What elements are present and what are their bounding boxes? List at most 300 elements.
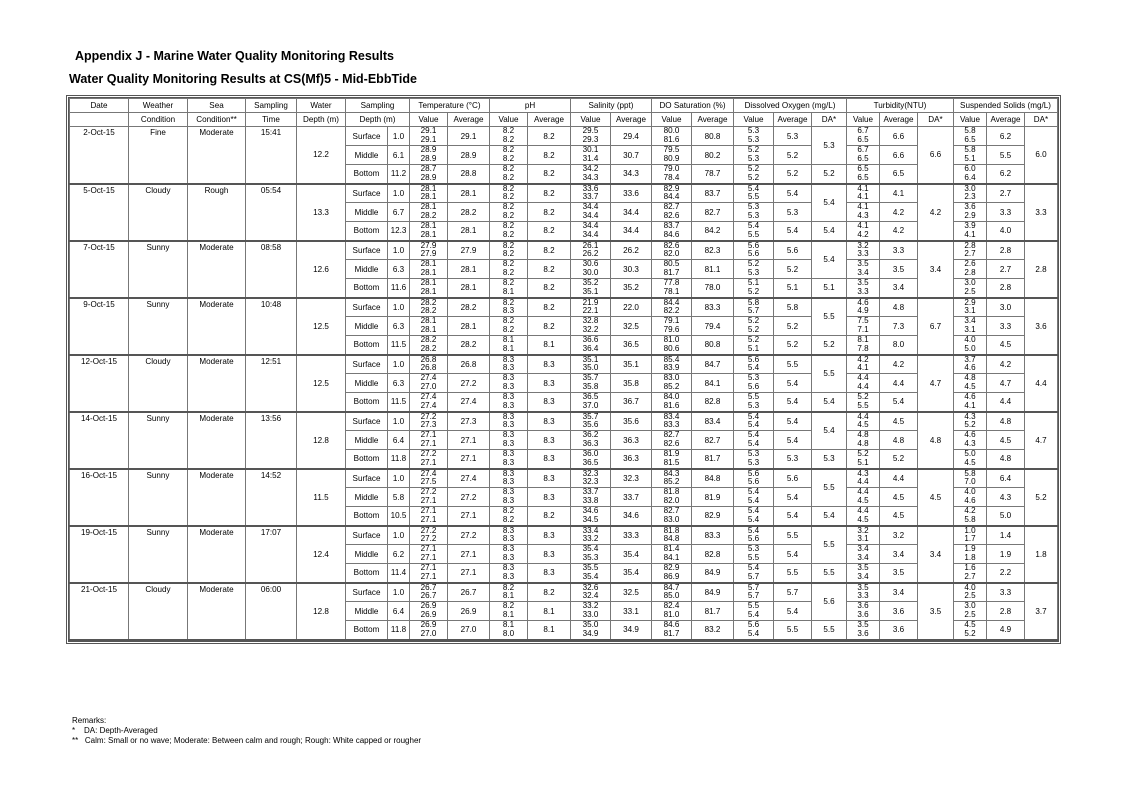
- suspended-solids-values: 1.9 1.8: [954, 545, 987, 564]
- suspended-solids-average: 6.2: [987, 165, 1025, 184]
- temperature-average: 28.2: [448, 203, 490, 222]
- suspended-solids-values: 4.0 2.5: [954, 583, 987, 602]
- suspended-solids-values: 2.6 2.8: [954, 260, 987, 279]
- salinity-average: 35.1: [611, 355, 652, 374]
- water-depth-cell: 13.3: [297, 184, 346, 241]
- turbidity-values: 4.8 4.8: [847, 431, 880, 450]
- do-saturation-values: 82.9 86.9: [652, 564, 692, 583]
- date-cell: 16-Oct-15: [70, 469, 129, 526]
- suspended-solids-average: 4.2: [987, 355, 1025, 374]
- temperature-values: 28.1 28.1: [410, 260, 448, 279]
- date-cell: 19-Oct-15: [70, 526, 129, 583]
- do-saturation-values: 79.1 79.6: [652, 317, 692, 336]
- sampling-depth-cell: 1.0: [388, 526, 410, 545]
- turbidity-values: 5.2 5.5: [847, 393, 880, 412]
- dissolved-oxygen-average: 5.4: [774, 393, 812, 412]
- temperature-average: 27.1: [448, 507, 490, 526]
- header-date: Date: [70, 99, 129, 113]
- ph-values: 8.2 8.2: [490, 146, 528, 165]
- salinity-values: 36.0 36.5: [571, 450, 611, 469]
- salinity-average: 30.3: [611, 260, 652, 279]
- turbidity-average: 6.5: [880, 165, 918, 184]
- ph-values: 8.3 8.3: [490, 393, 528, 412]
- dissolved-oxygen-da-bottom: 5.5: [812, 564, 847, 583]
- ph-average: 8.3: [528, 355, 571, 374]
- temperature-values: 28.1 28.1: [410, 317, 448, 336]
- header-row-2: [70, 113, 1058, 127]
- sampling-depth-cell: 6.2: [388, 545, 410, 564]
- salinity-average: 34.3: [611, 165, 652, 184]
- sampling-depth-cell: 11.4: [388, 564, 410, 583]
- temperature-average: 28.1: [448, 317, 490, 336]
- dissolved-oxygen-values: 5.4 5.4: [734, 507, 774, 526]
- temperature-average: 27.1: [448, 545, 490, 564]
- temperature-average: 27.1: [448, 431, 490, 450]
- sampling-level-cell: Middle: [346, 317, 388, 336]
- ph-average: 8.3: [528, 374, 571, 393]
- salinity-average: 32.5: [611, 317, 652, 336]
- salinity-values: 30.6 30.0: [571, 260, 611, 279]
- header-sampling-depth: Sampling: [346, 99, 410, 113]
- sampling-depth-cell: 1.0: [388, 355, 410, 374]
- dissolved-oxygen-da: 5.6: [812, 583, 847, 621]
- suspended-solids-average: 6.4: [987, 469, 1025, 488]
- water-depth-cell: 12.2: [297, 127, 346, 184]
- dissolved-oxygen-values: 5.3 5.3: [734, 203, 774, 222]
- dissolved-oxygen-average: 5.4: [774, 222, 812, 241]
- ph-values: 8.2 8.2: [490, 165, 528, 184]
- header-do-average: Average: [774, 113, 812, 127]
- ph-average: 8.1: [528, 336, 571, 355]
- dissolved-oxygen-da-bottom: 5.4: [812, 507, 847, 526]
- ph-values: 8.2 8.2: [490, 241, 528, 260]
- turbidity-average: 4.5: [880, 488, 918, 507]
- ph-average: 8.3: [528, 412, 571, 431]
- weather-cell: Cloudy: [129, 184, 188, 241]
- do-saturation-values: 82.7 83.0: [652, 507, 692, 526]
- dissolved-oxygen-values: 5.4 5.4: [734, 412, 774, 431]
- dissolved-oxygen-average: 5.4: [774, 507, 812, 526]
- salinity-average: 34.6: [611, 507, 652, 526]
- ph-values: 8.2 8.2: [490, 203, 528, 222]
- sampling-level-cell: Bottom: [346, 165, 388, 184]
- sampling-time-cell: 12:51: [246, 355, 297, 412]
- turbidity-average: 4.5: [880, 507, 918, 526]
- ph-average: 8.2: [528, 241, 571, 260]
- do-saturation-average: 83.3: [692, 526, 734, 545]
- sea-condition-cell: Moderate: [188, 526, 246, 583]
- suspended-solids-values: 2.8 2.7: [954, 241, 987, 260]
- results-table: [69, 98, 1058, 641]
- turbidity-average: 5.4: [880, 393, 918, 412]
- ph-average: 8.2: [528, 203, 571, 222]
- do-saturation-average: 80.8: [692, 127, 734, 146]
- do-saturation-values: 84.3 85.2: [652, 469, 692, 488]
- suspended-solids-da: 2.8: [1025, 241, 1058, 298]
- date-cell: 12-Oct-15: [70, 355, 129, 412]
- salinity-average: 30.7: [611, 146, 652, 165]
- ph-average: 8.3: [528, 564, 571, 583]
- sampling-time-cell: 17:07: [246, 526, 297, 583]
- sampling-depth-cell: 6.3: [388, 260, 410, 279]
- sampling-depth-cell: 1.0: [388, 184, 410, 203]
- suspended-solids-average: 4.3: [987, 488, 1025, 507]
- temperature-values: 28.1 28.1: [410, 279, 448, 298]
- salinity-values: 33.6 33.7: [571, 184, 611, 203]
- dissolved-oxygen-da: 5.3: [812, 127, 847, 165]
- salinity-values: 32.3 32.3: [571, 469, 611, 488]
- do-saturation-average: 80.2: [692, 146, 734, 165]
- header-dos-average: Average: [692, 113, 734, 127]
- table-row: [70, 526, 1058, 545]
- turbidity-average: 3.3: [880, 241, 918, 260]
- dissolved-oxygen-values: 5.2 5.1: [734, 336, 774, 355]
- do-saturation-average: 84.1: [692, 374, 734, 393]
- water-depth-cell: 12.8: [297, 583, 346, 640]
- temperature-values: 27.2 27.1: [410, 488, 448, 507]
- salinity-average: 35.4: [611, 564, 652, 583]
- suspended-solids-da: 3.3: [1025, 184, 1058, 241]
- header-do-saturation: DO Saturation (%): [652, 99, 734, 113]
- sampling-depth-cell: 6.3: [388, 374, 410, 393]
- turbidity-values: 3.2 3.3: [847, 241, 880, 260]
- suspended-solids-values: 3.0 2.5: [954, 602, 987, 621]
- turbidity-values: 3.5 3.3: [847, 279, 880, 298]
- table-row: [70, 583, 1058, 602]
- sampling-time-cell: 08:58: [246, 241, 297, 298]
- dissolved-oxygen-da: 5.5: [812, 298, 847, 336]
- ph-average: 8.3: [528, 393, 571, 412]
- weather-cell: Fine: [129, 127, 188, 184]
- ph-values: 8.2 8.3: [490, 298, 528, 317]
- salinity-average: 35.8: [611, 374, 652, 393]
- suspended-solids-values: 3.0 2.5: [954, 279, 987, 298]
- sampling-time-cell: 15:41: [246, 127, 297, 184]
- suspended-solids-average: 4.7: [987, 374, 1025, 393]
- do-saturation-values: 84.6 81.7: [652, 621, 692, 640]
- dissolved-oxygen-values: 5.4 5.4: [734, 431, 774, 450]
- weather-cell: Sunny: [129, 469, 188, 526]
- turbidity-da: 3.5: [918, 583, 954, 640]
- sampling-level-cell: Middle: [346, 545, 388, 564]
- dissolved-oxygen-average: 5.4: [774, 184, 812, 203]
- suspended-solids-values: 4.0 4.6: [954, 488, 987, 507]
- suspended-solids-average: 3.3: [987, 203, 1025, 222]
- sampling-depth-cell: 1.0: [388, 298, 410, 317]
- salinity-values: 34.4 34.4: [571, 222, 611, 241]
- temperature-values: 27.2 27.2: [410, 526, 448, 545]
- turbidity-average: 4.4: [880, 469, 918, 488]
- ph-values: 8.3 8.3: [490, 450, 528, 469]
- turbidity-average: 3.4: [880, 545, 918, 564]
- suspended-solids-da: 6.0: [1025, 127, 1058, 184]
- suspended-solids-values: 1.6 2.7: [954, 564, 987, 583]
- sampling-level-cell: Bottom: [346, 507, 388, 526]
- salinity-values: 36.5 37.0: [571, 393, 611, 412]
- sampling-depth-cell: 1.0: [388, 583, 410, 602]
- temperature-values: 27.1 27.1: [410, 545, 448, 564]
- ph-values: 8.1 8.0: [490, 621, 528, 640]
- suspended-solids-average: 4.8: [987, 450, 1025, 469]
- suspended-solids-values: 4.5 5.2: [954, 621, 987, 640]
- suspended-solids-values: 4.6 4.3: [954, 431, 987, 450]
- temperature-average: 29.1: [448, 127, 490, 146]
- header-salinity: Salinity (ppt): [571, 99, 652, 113]
- temperature-average: 28.1: [448, 222, 490, 241]
- dissolved-oxygen-da-bottom: 5.2: [812, 336, 847, 355]
- temperature-average: 27.4: [448, 393, 490, 412]
- ph-values: 8.2 8.2: [490, 317, 528, 336]
- sampling-depth-cell: 11.2: [388, 165, 410, 184]
- sampling-level-cell: Surface: [346, 355, 388, 374]
- suspended-solids-values: 4.8 4.5: [954, 374, 987, 393]
- weather-cell: Sunny: [129, 526, 188, 583]
- temperature-average: 27.2: [448, 374, 490, 393]
- turbidity-values: 4.4 4.4: [847, 374, 880, 393]
- salinity-average: 36.5: [611, 336, 652, 355]
- suspended-solids-values: 2.9 3.1: [954, 298, 987, 317]
- dissolved-oxygen-values: 5.4 5.5: [734, 184, 774, 203]
- suspended-solids-average: 2.8: [987, 279, 1025, 298]
- do-saturation-average: 82.8: [692, 393, 734, 412]
- dissolved-oxygen-values: 5.6 5.4: [734, 621, 774, 640]
- turbidity-values: 4.1 4.3: [847, 203, 880, 222]
- salinity-values: 26.1 26.2: [571, 241, 611, 260]
- do-saturation-values: 81.8 82.0: [652, 488, 692, 507]
- ph-values: 8.3 8.3: [490, 355, 528, 374]
- sampling-depth-cell: 6.4: [388, 602, 410, 621]
- dissolved-oxygen-average: 5.6: [774, 469, 812, 488]
- remarks: [72, 716, 421, 746]
- suspended-solids-average: 2.7: [987, 260, 1025, 279]
- turbidity-values: 4.3 4.4: [847, 469, 880, 488]
- table-row: [70, 241, 1058, 260]
- do-saturation-average: 82.9: [692, 507, 734, 526]
- do-saturation-values: 82.7 82.6: [652, 203, 692, 222]
- weather-cell: Sunny: [129, 298, 188, 355]
- water-depth-cell: 12.4: [297, 526, 346, 583]
- dissolved-oxygen-values: 5.3 5.3: [734, 127, 774, 146]
- do-saturation-values: 80.0 81.6: [652, 127, 692, 146]
- turbidity-values: 6.7 6.5: [847, 127, 880, 146]
- sampling-time-cell: 13:56: [246, 412, 297, 469]
- sampling-level-cell: Middle: [346, 374, 388, 393]
- suspended-solids-average: 4.4: [987, 393, 1025, 412]
- do-saturation-average: 83.7: [692, 184, 734, 203]
- do-saturation-average: 83.3: [692, 298, 734, 317]
- suspended-solids-values: 1.0 1.7: [954, 526, 987, 545]
- temperature-average: 27.2: [448, 488, 490, 507]
- salinity-average: 34.9: [611, 621, 652, 640]
- salinity-average: 33.7: [611, 488, 652, 507]
- temperature-values: 26.9 26.9: [410, 602, 448, 621]
- header-do-value: Value: [734, 113, 774, 127]
- do-saturation-average: 81.7: [692, 450, 734, 469]
- header-sea: Sea: [188, 99, 246, 113]
- suspended-solids-values: 4.3 5.2: [954, 412, 987, 431]
- header-turb-da: DA*: [918, 113, 954, 127]
- dissolved-oxygen-values: 5.6 5.4: [734, 355, 774, 374]
- turbidity-da: 3.4: [918, 526, 954, 583]
- turbidity-da: 6.6: [918, 127, 954, 184]
- header-water-depth: Depth (m): [297, 113, 346, 127]
- salinity-values: 21.9 22.1: [571, 298, 611, 317]
- dissolved-oxygen-average: 5.3: [774, 203, 812, 222]
- header-temperature: Temperature (°C): [410, 99, 490, 113]
- header-sal-average: Average: [611, 113, 652, 127]
- dissolved-oxygen-average: 5.3: [774, 450, 812, 469]
- dissolved-oxygen-average: 5.4: [774, 374, 812, 393]
- salinity-average: 33.1: [611, 602, 652, 621]
- dissolved-oxygen-average: 5.2: [774, 317, 812, 336]
- salinity-values: 33.2 33.0: [571, 602, 611, 621]
- turbidity-da: 4.2: [918, 184, 954, 241]
- temperature-values: 27.4 27.5: [410, 469, 448, 488]
- sampling-depth-cell: 1.0: [388, 241, 410, 260]
- temperature-average: 27.1: [448, 450, 490, 469]
- sampling-depth-cell: 1.0: [388, 469, 410, 488]
- sampling-depth-cell: 11.5: [388, 336, 410, 355]
- salinity-average: 34.4: [611, 222, 652, 241]
- header-temp-average: Average: [448, 113, 490, 127]
- header-ss-value: Value: [954, 113, 987, 127]
- turbidity-values: 4.4 4.5: [847, 507, 880, 526]
- temperature-values: 28.1 28.1: [410, 184, 448, 203]
- suspended-solids-average: 4.5: [987, 431, 1025, 450]
- salinity-average: 29.4: [611, 127, 652, 146]
- ph-average: 8.2: [528, 279, 571, 298]
- sampling-level-cell: Surface: [346, 469, 388, 488]
- suspended-solids-average: 2.8: [987, 241, 1025, 260]
- ph-average: 8.2: [528, 184, 571, 203]
- sampling-time-cell: 14:52: [246, 469, 297, 526]
- turbidity-values: 3.5 3.4: [847, 260, 880, 279]
- turbidity-values: 3.5 3.4: [847, 564, 880, 583]
- dissolved-oxygen-average: 5.7: [774, 583, 812, 602]
- turbidity-da: 4.5: [918, 469, 954, 526]
- salinity-values: 35.1 35.0: [571, 355, 611, 374]
- salinity-average: 36.3: [611, 450, 652, 469]
- do-saturation-average: 80.8: [692, 336, 734, 355]
- header-temp-value: Value: [410, 113, 448, 127]
- sampling-level-cell: Bottom: [346, 450, 388, 469]
- do-saturation-values: 83.7 84.6: [652, 222, 692, 241]
- sea-condition-cell: Moderate: [188, 241, 246, 298]
- dissolved-oxygen-values: 5.4 5.7: [734, 564, 774, 583]
- dissolved-oxygen-average: 5.2: [774, 146, 812, 165]
- do-saturation-values: 81.9 81.5: [652, 450, 692, 469]
- table-row: [70, 412, 1058, 431]
- dissolved-oxygen-da: 5.5: [812, 469, 847, 507]
- dissolved-oxygen-values: 5.5 5.4: [734, 602, 774, 621]
- dissolved-oxygen-da-bottom: 5.1: [812, 279, 847, 298]
- suspended-solids-da: 3.7: [1025, 583, 1058, 640]
- sampling-level-cell: Bottom: [346, 222, 388, 241]
- do-saturation-values: 84.4 82.2: [652, 298, 692, 317]
- turbidity-average: 3.6: [880, 621, 918, 640]
- temperature-values: 26.8 26.8: [410, 355, 448, 374]
- turbidity-average: 4.2: [880, 222, 918, 241]
- sampling-level-cell: Middle: [346, 488, 388, 507]
- temperature-values: 27.2 27.1: [410, 450, 448, 469]
- do-saturation-values: 82.9 84.4: [652, 184, 692, 203]
- salinity-average: 35.6: [611, 412, 652, 431]
- sampling-level-cell: Bottom: [346, 564, 388, 583]
- dissolved-oxygen-average: 5.6: [774, 241, 812, 260]
- dissolved-oxygen-average: 5.2: [774, 165, 812, 184]
- ph-average: 8.2: [528, 127, 571, 146]
- suspended-solids-average: 1.9: [987, 545, 1025, 564]
- suspended-solids-values: 4.0 5.0: [954, 336, 987, 355]
- temperature-values: 28.9 28.9: [410, 146, 448, 165]
- dissolved-oxygen-average: 5.4: [774, 431, 812, 450]
- temperature-average: 27.1: [448, 564, 490, 583]
- temperature-values: 28.2 28.2: [410, 298, 448, 317]
- suspended-solids-average: 4.0: [987, 222, 1025, 241]
- turbidity-average: 3.4: [880, 279, 918, 298]
- remarks-title: Remarks:: [72, 716, 107, 725]
- turbidity-values: 4.4 4.5: [847, 412, 880, 431]
- sampling-level-cell: Middle: [346, 431, 388, 450]
- do-saturation-values: 82.4 81.0: [652, 602, 692, 621]
- turbidity-average: 4.4: [880, 374, 918, 393]
- sea-condition-cell: Moderate: [188, 355, 246, 412]
- dissolved-oxygen-average: 5.8: [774, 298, 812, 317]
- ph-average: 8.2: [528, 507, 571, 526]
- header-ph-average: Average: [528, 113, 571, 127]
- turbidity-values: 6.5 6.5: [847, 165, 880, 184]
- header-ss-average: Average: [987, 113, 1025, 127]
- table-row: [70, 184, 1058, 203]
- do-saturation-values: 81.8 84.8: [652, 526, 692, 545]
- suspended-solids-values: 5.8 5.1: [954, 146, 987, 165]
- ph-average: 8.2: [528, 583, 571, 602]
- salinity-values: 35.5 35.4: [571, 564, 611, 583]
- dissolved-oxygen-da-bottom: 5.2: [812, 165, 847, 184]
- ph-average: 8.2: [528, 222, 571, 241]
- do-saturation-average: 84.9: [692, 583, 734, 602]
- sampling-level-cell: Middle: [346, 203, 388, 222]
- ph-average: 8.2: [528, 317, 571, 336]
- salinity-average: 35.2: [611, 279, 652, 298]
- water-depth-cell: 11.5: [297, 469, 346, 526]
- sampling-level-cell: Surface: [346, 127, 388, 146]
- salinity-values: 30.1 31.4: [571, 146, 611, 165]
- header-ss-da: DA*: [1025, 113, 1058, 127]
- dissolved-oxygen-values: 5.3 5.3: [734, 450, 774, 469]
- turbidity-da: 3.4: [918, 241, 954, 298]
- do-saturation-average: 82.3: [692, 241, 734, 260]
- dissolved-oxygen-values: 5.5 5.3: [734, 393, 774, 412]
- header-sal-value: Value: [571, 113, 611, 127]
- turbidity-average: 3.6: [880, 602, 918, 621]
- dissolved-oxygen-values: 5.4 5.5: [734, 222, 774, 241]
- turbidity-values: 4.6 4.9: [847, 298, 880, 317]
- temperature-average: 26.7: [448, 583, 490, 602]
- do-saturation-values: 77.8 78.1: [652, 279, 692, 298]
- salinity-average: 36.3: [611, 431, 652, 450]
- table-row: [70, 127, 1058, 146]
- dissolved-oxygen-values: 5.4 5.4: [734, 488, 774, 507]
- dissolved-oxygen-values: 5.6 5.6: [734, 469, 774, 488]
- date-cell: 21-Oct-15: [70, 583, 129, 640]
- sampling-level-cell: Surface: [346, 241, 388, 260]
- ph-values: 8.2 8.2: [490, 260, 528, 279]
- temperature-average: 26.8: [448, 355, 490, 374]
- turbidity-values: 8.1 7.8: [847, 336, 880, 355]
- suspended-solids-average: 4.8: [987, 412, 1025, 431]
- turbidity-average: 3.5: [880, 260, 918, 279]
